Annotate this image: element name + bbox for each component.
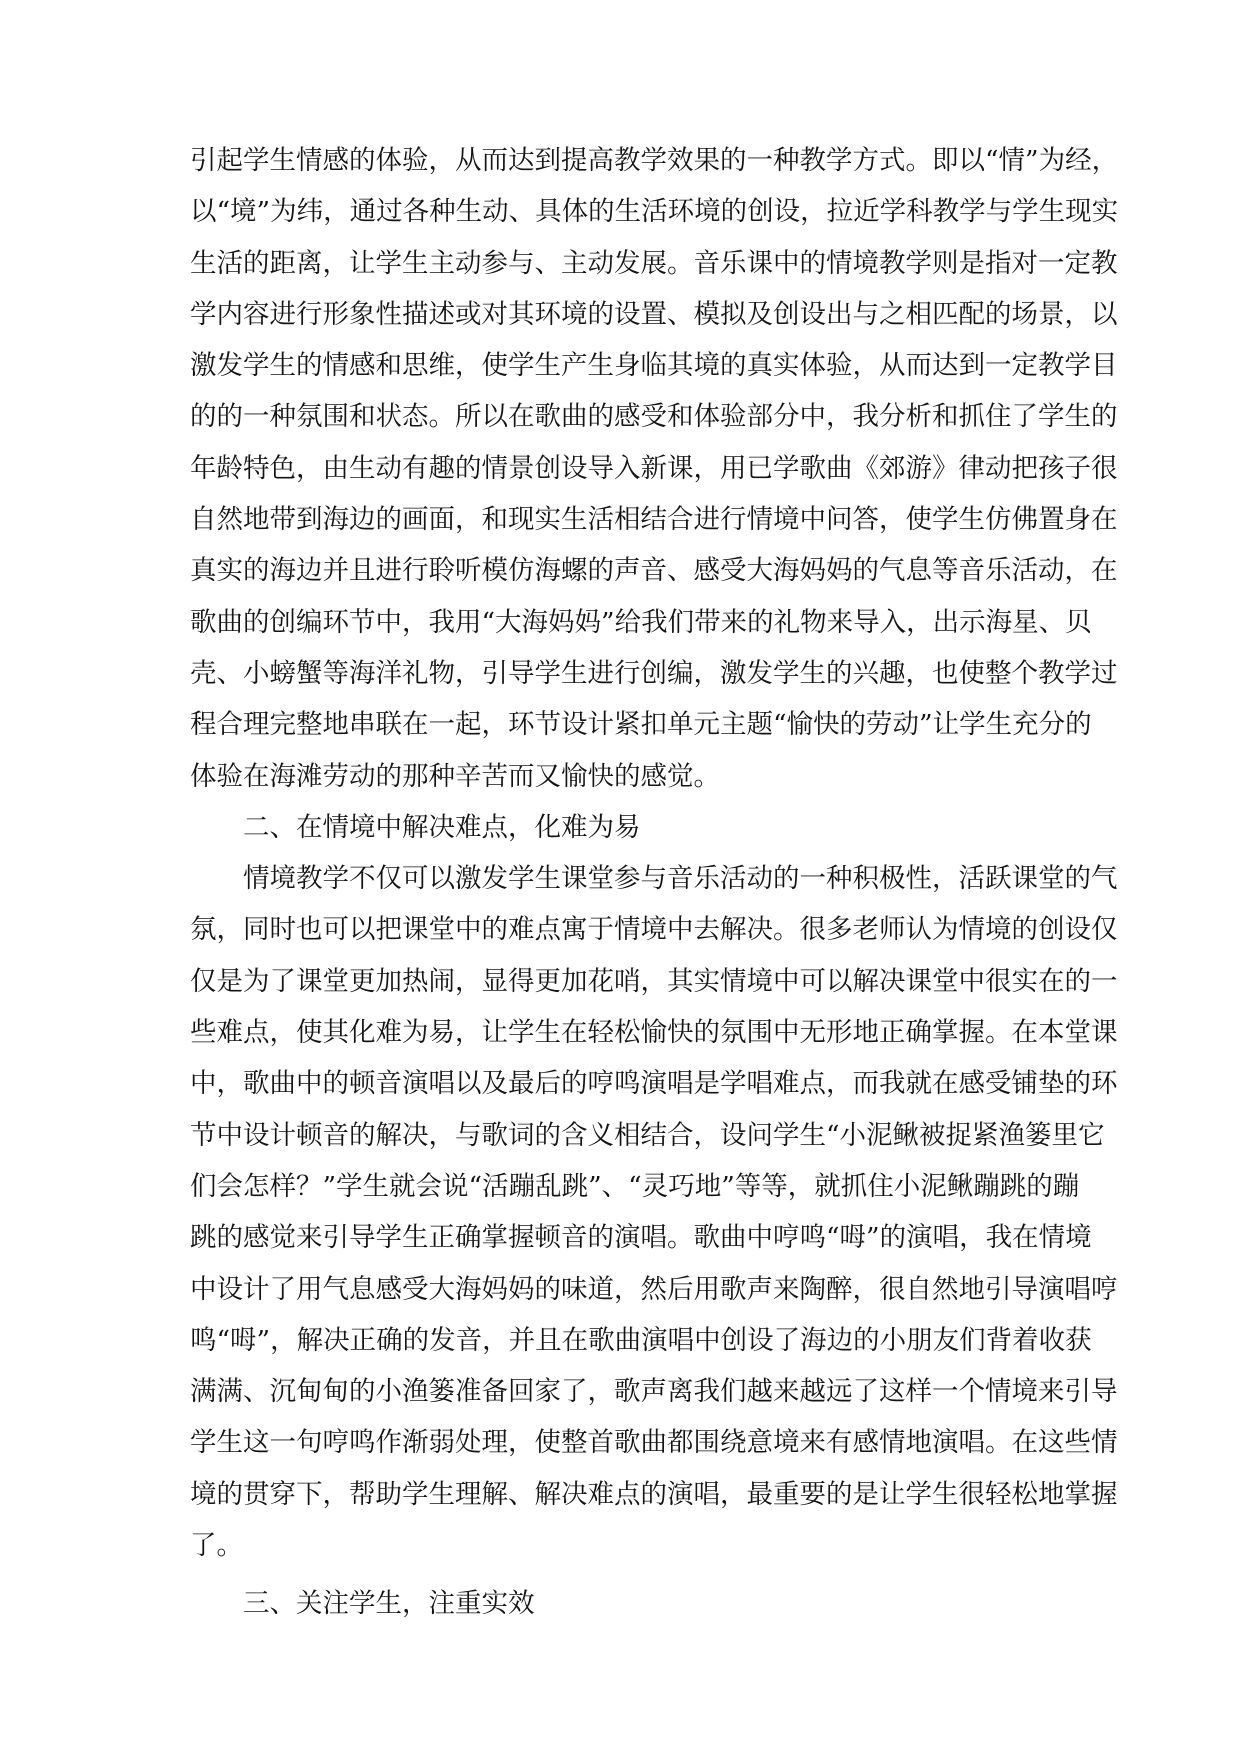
text-line: 节中设计顿音的解决，与歌词的含义相结合，设问学生“小泥鳅被捉紧渔篓里它 [190, 1119, 1105, 1151]
text-line: 鸣“呣”，解决正确的发音，并且在歌曲演唱中创设了海边的小朋友们背着收获 [190, 1324, 1092, 1356]
paragraph [190, 853, 1118, 1571]
paragraph [190, 135, 1119, 802]
text-line: 些难点，使其化难为易，让学生在轻松愉快的氛围中无形地正确掌握。在本堂课 [190, 1017, 1118, 1049]
spacer [190, 1571, 1060, 1578]
text-line: 歌曲的创编环节中，我用“大海妈妈”给我们带来的礼物来导入，出示海星、贝 [190, 606, 1092, 638]
text-line: 体验在海滩劳动的那种辛苦而又愉快的感觉。 [190, 760, 720, 792]
text-line: 程合理完整地串联在一起，环节设计紧扣单元主题“愉快的劳动”让学生充分的 [190, 709, 1092, 741]
section-heading [190, 1578, 1060, 1629]
text-line: 的的一种氛围和状态。所以在歌曲的感受和体验部分中，我分析和抓住了学生的 [190, 401, 1118, 433]
text-line: 仅是为了课堂更加热闹，显得更加花哨，其实情境中可以解决课堂中很实在的一 [190, 965, 1118, 997]
text-line: 自然地带到海边的画面，和现实生活相结合进行情境中问答，使学生仿佛置身在 [190, 504, 1118, 536]
section-heading [190, 802, 1060, 853]
heading-text: 三、关注学生，注重实效 [243, 1588, 535, 1620]
text-line: 以“境”为纬，通过各种生动、具体的生活环境的创设，拉近学科教学与学生现实 [190, 196, 1119, 228]
text-line: 年龄特色，由生动有趣的情景创设导入新课，用已学歌曲《郊游》律动把孩子很 [190, 452, 1118, 484]
text-line: 满满、沉甸甸的小渔篓准备回家了，歌声离我们越来越远了这样一个情境来引导 [190, 1376, 1118, 1408]
text-line: 激发学生的情感和思维，使学生产生身临其境的真实体验，从而达到一定教学目 [190, 350, 1118, 382]
text-line: 们会怎样？”学生就会说“活蹦乱跳”、“灵巧地”等等，就抓住小泥鳅蹦跳的蹦 [190, 1170, 1080, 1202]
heading-text: 二、在情境中解决难点，化难为易 [243, 811, 641, 843]
text-line: 真实的海边并且进行聆听模仿海螺的声音、感受大海妈妈的气息等音乐活动，在 [190, 555, 1118, 587]
text-line: 学内容进行形象性描述或对其环境的设置、模拟及创设出与之相匹配的场景，以 [190, 298, 1118, 330]
text-line: 学生这一句哼鸣作渐弱处理，使整首歌曲都围绕意境来有感情地演唱。在这些情 [190, 1427, 1118, 1459]
text-line: 情境教学不仅可以激发学生课堂参与音乐活动的一种积极性，活跃课堂的气 [243, 863, 1118, 895]
body-text [190, 135, 1119, 1630]
text-line: 壳、小螃蟹等海洋礼物，引导学生进行创编，激发学生的兴趣，也使整个教学过 [190, 657, 1118, 689]
text-line: 生活的距离，让学生主动参与、主动发展。音乐课中的情境教学则是指对一定教 [190, 247, 1118, 279]
text-line: 境的贯穿下，帮助学生理解、解决难点的演唱，最重要的是让学生很轻松地掌握 [190, 1478, 1118, 1510]
text-line: 了。 [190, 1530, 243, 1562]
text-line: 中设计了用气息感受大海妈妈的味道，然后用歌声来陶醉，很自然地引导演唱哼 [190, 1273, 1118, 1305]
text-line: 氛，同时也可以把课堂中的难点寓于情境中去解决。很多老师认为情境的创设仅 [190, 914, 1118, 946]
text-line: 跳的感觉来引导学生正确掌握顿音的演唱。歌曲中哼鸣“呣”的演唱，我在情境 [190, 1222, 1092, 1254]
text-line: 中，歌曲中的顿音演唱以及最后的哼鸣演唱是学唱难点，而我就在感受铺垫的环 [190, 1068, 1118, 1100]
text-line: 引起学生情感的体验，从而达到提高教学效果的一种教学方式。即以“情”为经， [190, 145, 1119, 176]
